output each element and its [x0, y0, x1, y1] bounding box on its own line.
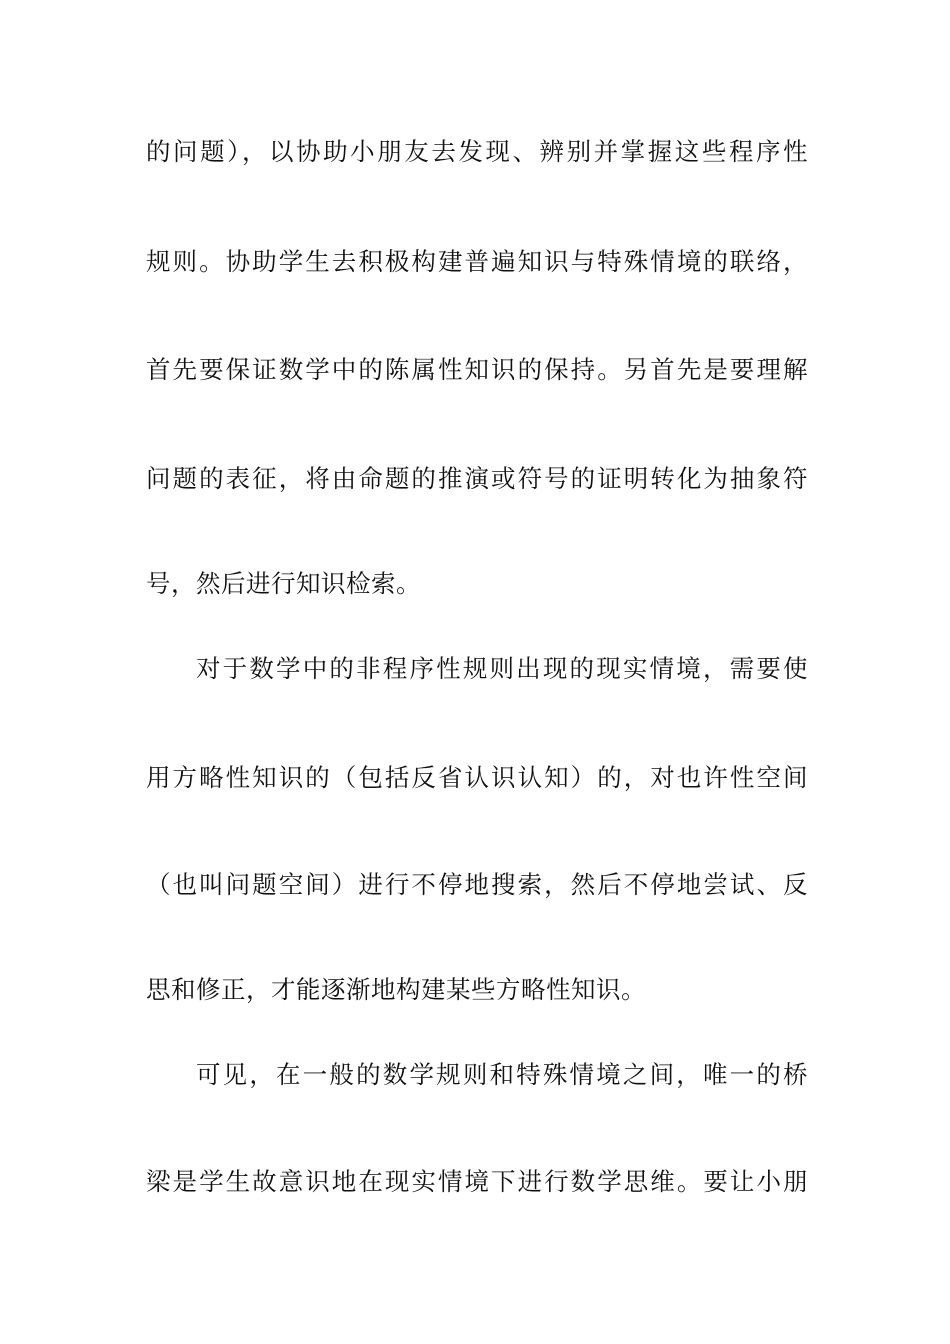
text-line-6: 对于数学中的非程序性规则出现的现实情境，需要使: [196, 654, 808, 683]
text-line-11: 梁是学生故意识地在现实情境下进行数学思维。要让小朋: [146, 1167, 808, 1196]
text-line-7: 用方略性知识的（包括反省认识认知）的，对也许性空间: [146, 763, 808, 792]
text-line-10: 可见，在一般的数学规则和特殊情境之间，唯一的桥: [196, 1060, 808, 1089]
text-line-1: 的问题），以协助小朋友去发现、辨别并掌握这些程序性: [146, 137, 808, 166]
text-line-9: 思和修正，才能逐渐地构建某些方略性知识。: [146, 975, 646, 1004]
text-line-8: （也叫问题空间）进行不停地搜索，然后不停地尝试、反: [146, 870, 808, 899]
text-line-2: 规则。协助学生去积极构建普遍知识与特殊情境的联络，: [146, 247, 808, 276]
text-line-3: 首先要保证数学中的陈属性知识的保持。另首先是要理解: [146, 355, 808, 384]
text-line-4: 问题的表征，将由命题的推演或符号的证明转化为抽象符: [146, 464, 808, 493]
text-line-5: 号，然后进行知识检索。: [146, 569, 421, 598]
